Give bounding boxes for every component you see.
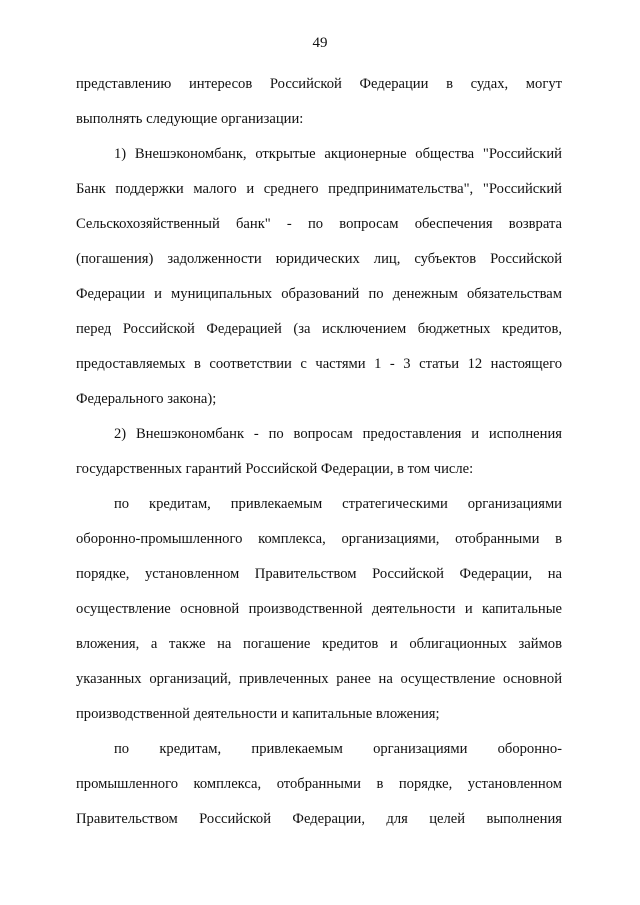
text-line: Федерального закона);: [76, 391, 217, 407]
text-line: выполнять следующие организации:: [76, 111, 304, 127]
text-line: перед Российской Федерацией (за исключением бюджетных кредитов,: [76, 321, 562, 337]
paragraph-first-line: по кредитам, привлекаемым организациями оборонно-: [114, 741, 562, 757]
text-line: оборонно-промышленного комплекса, организациями, отобранными в: [76, 531, 562, 547]
text-line: вложения, а также на погашение кредитов и облигационных займов: [76, 636, 562, 652]
text-line: (погашения) задолженности юридических лиц, субъектов Российской: [76, 251, 562, 267]
page-number: 49: [312, 35, 328, 51]
text-line: Сельскохозяйственный банк" - по вопросам обеспечения возврата: [76, 216, 562, 232]
text-line: осуществление основной производственной деятельности и капитальные: [76, 601, 562, 617]
text-line: порядке, установленном Правительством Российской Федерации, на: [76, 566, 562, 582]
text-line: указанных организаций, привлеченных ранее на осуществление основной: [76, 671, 562, 687]
text-line: промышленного комплекса, отобранными в порядке, установленном: [76, 776, 562, 792]
paragraph-first-line: 2) Внешэкономбанк - по вопросам предоставления и исполнения: [114, 426, 562, 442]
text-line: Правительством Российской Федерации, для целей выполнения: [76, 811, 562, 827]
paragraph-first-line: 1) Внешэкономбанк, открытые акционерные общества "Российский: [114, 146, 562, 162]
text-line: Федерации и муниципальных образований по денежным обязательствам: [76, 286, 562, 302]
text-line: Банк поддержки малого и среднего предпринимательства", "Российский: [76, 181, 562, 197]
text-line: предоставляемых в соответствии с частями 1 - 3 статьи 12 настоящего: [76, 356, 562, 372]
text-line: государственных гарантий Российской Федерации, в том числе:: [76, 461, 474, 477]
text-line: производственной деятельности и капитальные вложения;: [76, 706, 440, 722]
text-line: представлению интересов Российской Федерации в судах, могут: [76, 76, 562, 92]
paragraph-first-line: по кредитам, привлекаемым стратегическими организациями: [114, 496, 562, 512]
